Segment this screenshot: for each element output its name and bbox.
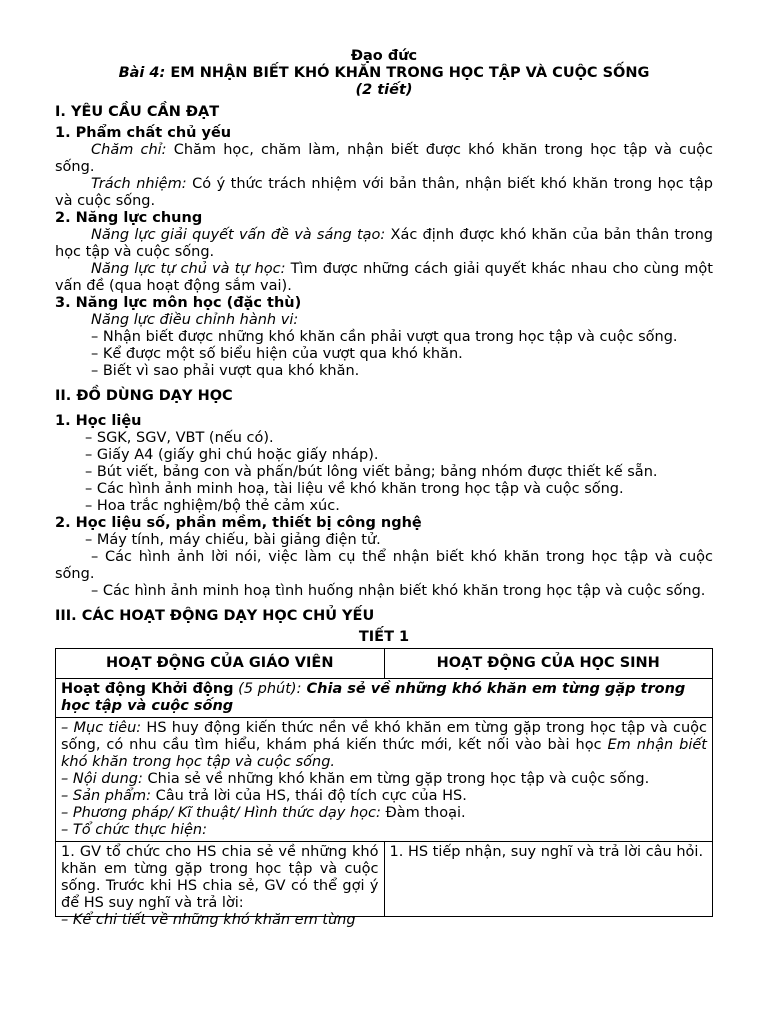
material-item: – Bút viết, bảng con và phấn/bút lông viết bảng; bảng nhóm được thiết kế sẵn. — [85, 464, 658, 480]
section-1-heading: I. YÊU CẦU CẦN ĐẠT — [55, 104, 220, 120]
lesson-prefix: Bài 4: — [118, 65, 166, 81]
section-1-1-heading: 1. Phẩm chất chủ yếu — [55, 125, 232, 141]
table-row — [56, 842, 713, 917]
material-item: – SGK, SGV, VBT (nếu có). — [85, 430, 274, 446]
material-item: – Hoa trắc nghiệm/bộ thẻ cảm xúc. — [85, 498, 340, 514]
digital-item: – Các hình ảnh minh hoạ tình huống nhận biết khó khăn trong học tập và cuộc sống. — [91, 583, 706, 599]
section-3-heading: III. CÁC HOẠT ĐỘNG DẠY HỌC CHỦ YẾU — [55, 608, 375, 624]
activities-table — [55, 648, 713, 928]
material-item: – Các hình ảnh minh hoạ, tài liệu về khó khăn trong học tập và cuộc sống. — [85, 481, 624, 497]
student-activity-cell: 1. HS tiếp nhận, suy nghĩ và trả lời câu hỏi. — [384, 842, 713, 917]
subject-title: Đạo đức — [350, 48, 418, 64]
digital-item: – Máy tính, máy chiếu, bài giảng điện tử. — [85, 532, 381, 548]
lesson-title — [55, 65, 713, 82]
competence-problem-solving: Năng lực giải quyết vấn đề và sáng tạo: Xác định được khó khăn của bản thân trong học tập và cuộc sống. — [55, 227, 713, 260]
activity-details — [56, 718, 713, 842]
activity-title: Hoạt động Khởi động (5 phút): Chia sẻ về những khó khăn em từng gặp trong học tập và cuộc sống — [56, 679, 713, 718]
behavior-item-2: – Kể được một số biểu hiện của vượt qua khó khăn. — [91, 346, 463, 362]
activity-organization: – Tổ chức thực hiện: — [61, 822, 207, 838]
section-1-3-heading: 3. Năng lực môn học (đặc thù) — [55, 295, 302, 311]
document-page — [55, 48, 714, 928]
activity-method: – Phương pháp/ Kĩ thuật/ Hình thức dạy học: Đàm thoại. — [61, 805, 466, 821]
table-header-row — [56, 649, 713, 679]
activity-title-row — [56, 679, 713, 718]
lesson-periods: (2 tiết) — [355, 82, 413, 98]
material-item: – Giấy A4 (giấy ghi chú hoặc giấy nháp). — [85, 447, 379, 463]
section-2-1-heading: 1. Học liệu — [55, 413, 142, 429]
digital-item: – Các hình ảnh lời nói, việc làm cụ thể nhận biết khó khăn trong học tập và cuộc sống. — [55, 549, 713, 582]
competence-self-study: Năng lực tự chủ và tự học: Tìm được những cách giải quyết khác nhau cho cùng một vấn đề (qua hoạt động sắm vai). — [55, 261, 713, 294]
behavior-item-1: – Nhận biết được những khó khăn cần phải vượt qua trong học tập và cuộc sống. — [91, 329, 678, 345]
teacher-activity-cell: 1. GV tổ chức cho HS chia sẻ về những khó khăn em từng gặp trong học tập và cuộc sống. Trước khi HS chia sẻ, GV có thể gợi ý để HS suy nghĩ và trả lời: – Kể chi tiết về những khó khăn em từng — [56, 842, 385, 917]
period-heading: TIẾT 1 — [358, 629, 410, 645]
activity-details-row — [56, 718, 713, 842]
quality-responsibility: Trách nhiệm: Có ý thức trách nhiệm với bản thân, nhận biết khó khăn trong học tập và cuộc sống. — [55, 176, 713, 209]
competence-behavior-label: Năng lực điều chỉnh hành vi: — [91, 312, 299, 328]
teacher-column-header: HOẠT ĐỘNG CỦA GIÁO VIÊN — [56, 649, 385, 679]
activity-goal: – Mục tiêu: HS huy động kiến thức nền về khó khăn em từng gặp trong học tập và cuộc sống, có nhu cầu tìm hiểu, khám phá kiến thức mới, kết nối vào bài học Em nhận biết khó khăn trong học tập và cuộc sống. — [61, 720, 708, 770]
activity-content: – Nội dung: Chia sẻ về những khó khăn em từng gặp trong học tập và cuộc sống. — [61, 771, 650, 787]
quality-diligence: Chăm chỉ: Chăm học, chăm làm, nhận biết được khó khăn trong học tập và cuộc sống. — [55, 142, 714, 175]
activity-product: – Sản phẩm: Câu trả lời của HS, thái độ tích cực của HS. — [61, 788, 467, 804]
behavior-item-3: – Biết vì sao phải vượt qua khó khăn. — [91, 363, 360, 379]
section-2-heading: II. ĐỒ DÙNG DẠY HỌC — [55, 388, 233, 404]
student-column-header: HOẠT ĐỘNG CỦA HỌC SINH — [384, 649, 713, 679]
section-1-2-heading: 2. Năng lực chung — [55, 210, 203, 226]
lesson-name: EM NHẬN BIẾT KHÓ KHĂN TRONG HỌC TẬP VÀ CUỘC SỐNG — [170, 65, 650, 81]
section-2-2-heading: 2. Học liệu số, phần mềm, thiết bị công nghệ — [55, 515, 422, 531]
